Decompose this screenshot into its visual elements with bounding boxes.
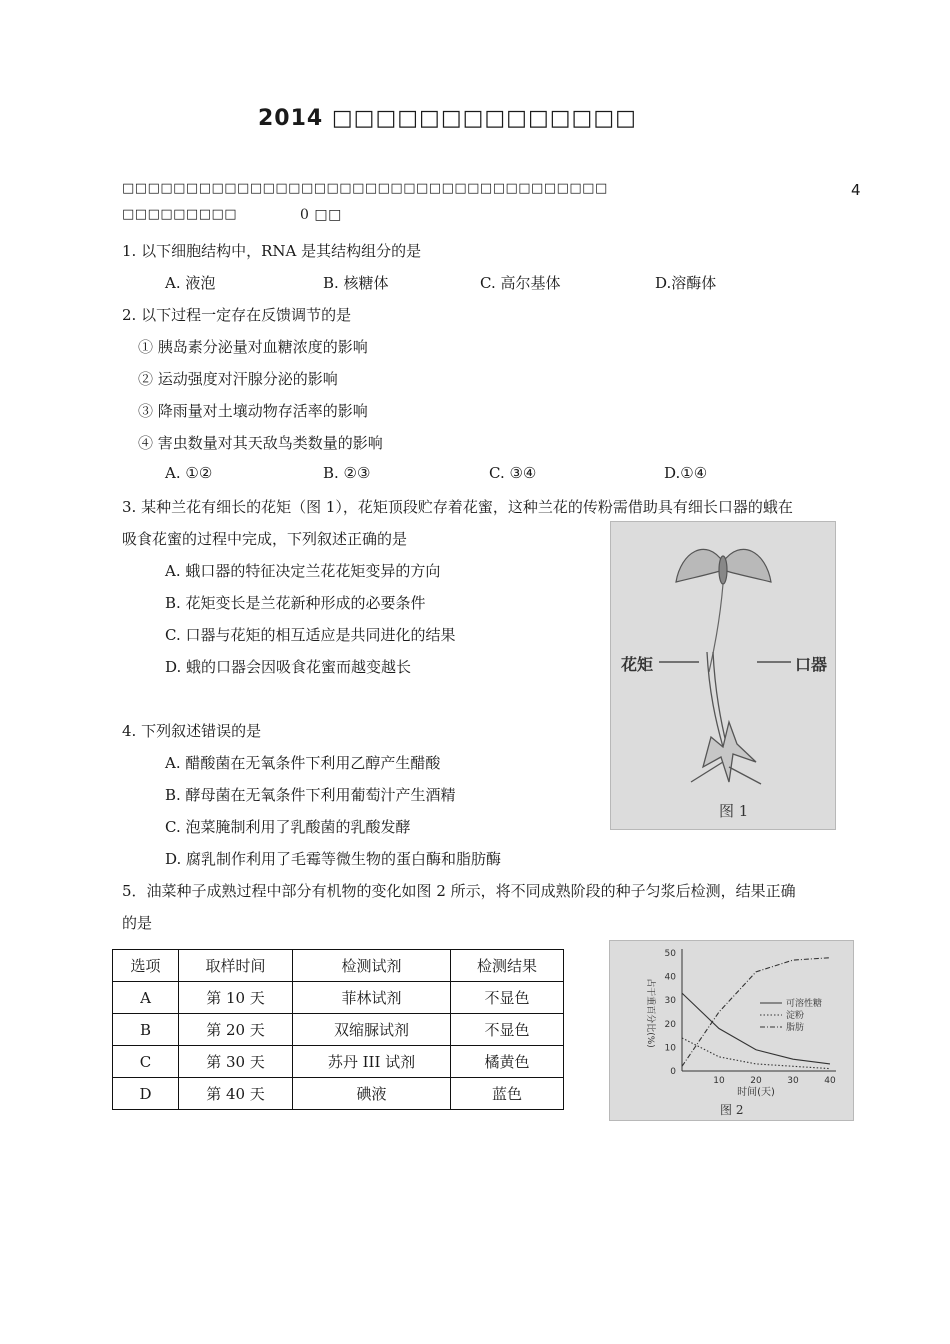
x-tick-label: 20 <box>750 1076 762 1086</box>
table-header-cell: 检测试剂 <box>293 950 451 982</box>
table-cell: 橘黄色 <box>451 1046 564 1078</box>
table-cell: 第 20 天 <box>179 1014 293 1046</box>
instructions-points: 4 <box>851 181 861 199</box>
q2-item-3: ③ 降雨量对土壤动物存活率的影响 <box>138 402 368 420</box>
q2-option-a: A. ①② <box>165 464 213 482</box>
y-tick-label: 10 <box>664 1043 676 1054</box>
q2-option-d: D.①④ <box>664 464 708 482</box>
legend-label: 淀粉 <box>786 1011 805 1021</box>
q1-option-d: D.溶酶体 <box>655 274 717 292</box>
table-cell: 双缩脲试剂 <box>293 1014 451 1046</box>
q4-option-a: A. 醋酸菌在无氧条件下利用乙醇产生醋酸 <box>165 754 441 772</box>
q5-stem-line-2: 的是 <box>122 914 153 932</box>
y-tick-label: 0 <box>670 1067 676 1077</box>
figure-2 <box>609 940 854 1121</box>
x-tick-label: 30 <box>787 1076 799 1086</box>
table-cell: D <box>113 1078 179 1110</box>
q2-option-c: C. ③④ <box>489 464 537 482</box>
table-row <box>113 982 564 1014</box>
table-cell: 菲林试剂 <box>293 982 451 1014</box>
q2-item-2: ② 运动强度对汗腺分泌的影响 <box>138 370 338 388</box>
q2-stem: 2. 以下过程一定存在反馈调节的是 <box>122 306 352 324</box>
table-cell: A <box>113 982 179 1014</box>
table-cell: 第 40 天 <box>179 1078 293 1110</box>
table-header-cell: 检测结果 <box>451 950 564 982</box>
instructions-line-1: □□□□□□□□□□□□□□□□□□□□□□□□□□□□□□□□□□□□□□ <box>122 181 608 196</box>
table-cell: 不显色 <box>451 982 564 1014</box>
orchid-illustration <box>691 652 761 784</box>
table-header-cell: 取样时间 <box>179 950 293 982</box>
table-cell: 第 10 天 <box>179 982 293 1014</box>
q1-option-b: B. 核糖体 <box>323 274 389 292</box>
table-row <box>113 1014 564 1046</box>
q4-option-c: C. 泡菜腌制利用了乳酸菌的乳酸发酵 <box>165 818 411 836</box>
q1-option-c: C. 高尔基体 <box>480 274 561 292</box>
legend-label: 脂肪 <box>786 1023 805 1033</box>
q2-option-b: B. ②③ <box>323 464 371 482</box>
table-cell: C <box>113 1046 179 1078</box>
table-cell: B <box>113 1014 179 1046</box>
series-line <box>682 1038 830 1069</box>
q3-option-a: A. 蛾口器的特征决定兰花花矩变异的方向 <box>165 562 441 580</box>
figure-1-left-label: 花矩 <box>621 655 654 674</box>
table-cell: 第 30 天 <box>179 1046 293 1078</box>
q4-option-d: D. 腐乳制作利用了毛霉等微生物的蛋白酶和脂肪酶 <box>165 850 502 868</box>
instructions-line-2: □□□□□□□□□ <box>122 207 238 222</box>
q2-item-4: ④ 害虫数量对其天敌鸟类数量的影响 <box>138 434 383 452</box>
page-title: 2014 □□□□□□□□□□□□□□ <box>258 106 637 131</box>
q3-option-c: C. 口器与花矩的相互适应是共同进化的结果 <box>165 626 456 644</box>
figure-1-drawing <box>611 522 835 829</box>
q1-option-a: A. 液泡 <box>165 274 216 292</box>
legend-label: 可溶性糖 <box>786 999 823 1009</box>
q1-stem: 1. 以下细胞结构中，RNA 是其结构组分的是 <box>122 242 422 260</box>
x-axis-label: 时间(天) <box>737 1087 775 1098</box>
y-tick-label: 20 <box>664 1019 676 1030</box>
figure-2-caption: 图 2 <box>720 1103 744 1117</box>
table-cell: 碘液 <box>293 1078 451 1110</box>
figure-1-caption: 图 1 <box>719 802 749 820</box>
q4-option-b: B. 酵母菌在无氧条件下利用葡萄汁产生酒精 <box>165 786 456 804</box>
figure-1 <box>610 521 836 830</box>
q3-option-d: D. 蛾的口器会因吸食花蜜而越变越长 <box>165 658 412 676</box>
table-header-cell: 选项 <box>113 950 179 982</box>
figure-1-right-label: 口器 <box>795 655 828 674</box>
table-cell: 苏丹 III 试剂 <box>293 1046 451 1078</box>
q3-stem-line-2: 吸食花蜜的过程中完成，下列叙述正确的是 <box>122 530 408 548</box>
x-tick-label: 10 <box>713 1076 725 1086</box>
moth-illustration <box>676 549 771 672</box>
y-tick-label: 50 <box>664 949 676 959</box>
x-tick-label: 40 <box>824 1076 836 1086</box>
q4-stem: 4. 下列叙述错误的是 <box>122 722 262 740</box>
q5-stem-line-1: 5．油菜种子成熟过程中部分有机物的变化如图 2 所示，将不同成熟阶段的种子匀浆后检测，结果正确 <box>122 882 796 900</box>
q3-stem-line-1: 3. 某种兰花有细长的花矩（图 1），花矩顶段贮存着花蜜，这种兰花的传粉需借助具有细长口器的蛾在 <box>122 498 793 516</box>
figure-2-chart <box>610 941 853 1120</box>
q2-item-1: ① 胰岛素分泌量对血糖浓度的影响 <box>138 338 368 356</box>
table-cell: 蓝色 <box>451 1078 564 1110</box>
table-row <box>113 1078 564 1110</box>
table-header-row <box>113 950 564 982</box>
answer-table <box>112 949 564 1110</box>
q3-option-b: B. 花矩变长是兰花新种形成的必要条件 <box>165 594 426 612</box>
y-axis-label: 占干重百分比(%) <box>645 978 655 1048</box>
table-row <box>113 1046 564 1078</box>
instructions-zero: 0 □□ <box>300 207 342 223</box>
y-tick-label: 40 <box>664 972 676 983</box>
y-tick-label: 30 <box>664 996 676 1007</box>
table-cell: 不显色 <box>451 1014 564 1046</box>
